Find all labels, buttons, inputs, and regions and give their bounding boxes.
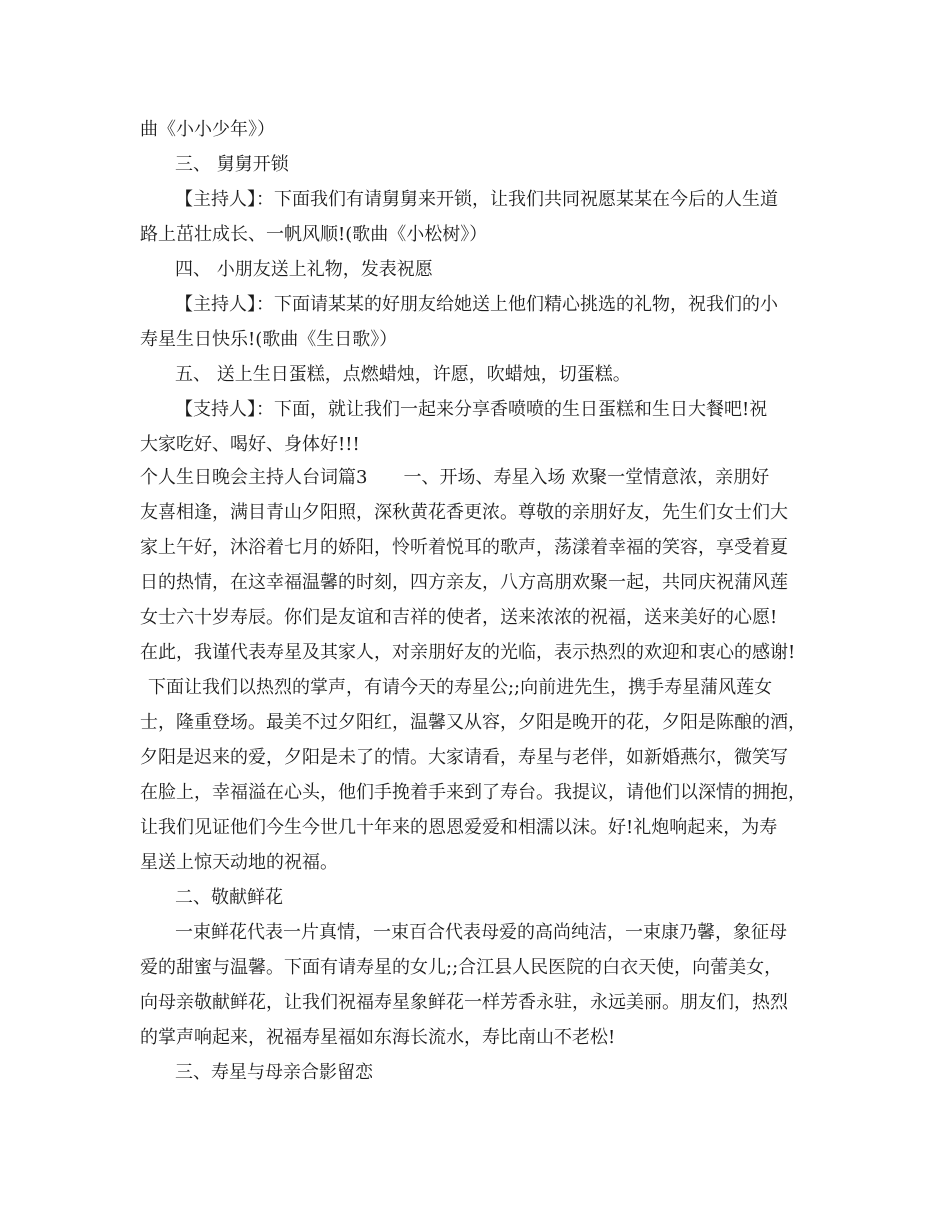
- text-line: 【主持人】：下面请某某的好朋友给她送上他们精心挑选的礼物，祝我们的小: [175, 294, 778, 315]
- text-line: 【主持人】：下面我们有请舅舅来开锁，让我们共同祝愿某某在今后的人生道: [175, 189, 778, 210]
- text-line: 【支持人】：下面，就让我们一起来分享香喷喷的生日蛋糕和生日大餐吧!祝: [175, 399, 768, 420]
- section-heading: 二、敬献鲜花: [175, 887, 283, 908]
- text-line: 向母亲敬献鲜花，让我们祝福寿星象鲜花一样芳香永驻，永远美丽。朋友们，热烈: [140, 992, 788, 1013]
- text-line: 夕阳是迟来的爱，夕阳是未了的情。大家请看，寿星与老伴，如新婚燕尔，微笑写: [140, 747, 788, 768]
- text-line: 的掌声响起来，祝福寿星福如东海长流水，寿比南山不老松!: [140, 1027, 616, 1048]
- text-line: 士，隆重登场。最美不过夕阳红，温馨又从容，夕阳是晚开的花，夕阳是陈酿的酒，: [140, 712, 806, 733]
- text-line: 大家吃好、喝好、身体好!!!: [140, 434, 360, 455]
- text-line: 女士六十岁寿辰。你们是友谊和吉祥的使者，送来浓浓的祝福，送来美好的心愿!: [140, 607, 778, 628]
- text-line: 寿星生日快乐!(歌曲《生日歌》）: [140, 329, 398, 350]
- text-line: 爱的甜蜜与温馨。下面有请寿星的女儿;;合江县人民医院的白衣天使，向蕾美女，: [140, 957, 783, 978]
- text-line: 在此，我谨代表寿星及其家人，对亲朋好友的光临，表示热烈的欢迎和衷心的感谢!: [140, 642, 796, 663]
- article-title-line: 个人生日晚会主持人台词篇3 一、开场、寿星入场 欢聚一堂情意浓，亲朋好: [140, 467, 770, 488]
- text-line: 路上茁壮成长、一帆风顺!(歌曲《小松树》）: [140, 224, 488, 245]
- section-heading: 三、寿星与母亲合影留恋: [175, 1062, 373, 1083]
- text-line: 友喜相逢，满目青山夕阳照，深秋黄花香更浓。尊敬的亲朋好友，先生们女士们大: [140, 502, 788, 523]
- text-line: 下面让我们以热烈的掌声，有请今天的寿星公;;向前进先生，携手寿星蒲风莲女: [148, 677, 773, 698]
- section-heading: 三、 舅舅开锁: [175, 154, 289, 175]
- text-line: 家上午好，沐浴着七月的娇阳，怜听着悦耳的歌声，荡漾着幸福的笑容，享受着夏: [140, 537, 788, 558]
- text-line: 曲《小小少年》）: [140, 119, 275, 140]
- section-heading: 四、 小朋友送上礼物，发表祝愿: [175, 259, 433, 280]
- text-line: 日的热情，在这幸福温馨的时刻，四方亲友，八方高朋欢聚一起，共同庆祝蒲风莲: [140, 572, 788, 593]
- text-line: 一束鲜花代表一片真情，一束百合代表母爱的高尚纯洁，一束康乃馨，象征母: [175, 922, 787, 943]
- text-line: 在脸上，幸福溢在心头，他们手挽着手来到了寿台。我提议，请他们以深情的拥抱，: [140, 782, 806, 803]
- text-line: 星送上惊天动地的祝福。: [140, 852, 338, 873]
- text-line: 让我们见证他们今生今世几十年来的恩恩爱爱和相濡以沫。好!礼炮响起来，为寿: [140, 817, 778, 838]
- section-heading: 五、 送上生日蛋糕，点燃蜡烛，许愿，吹蜡烛，切蛋糕。: [175, 364, 631, 385]
